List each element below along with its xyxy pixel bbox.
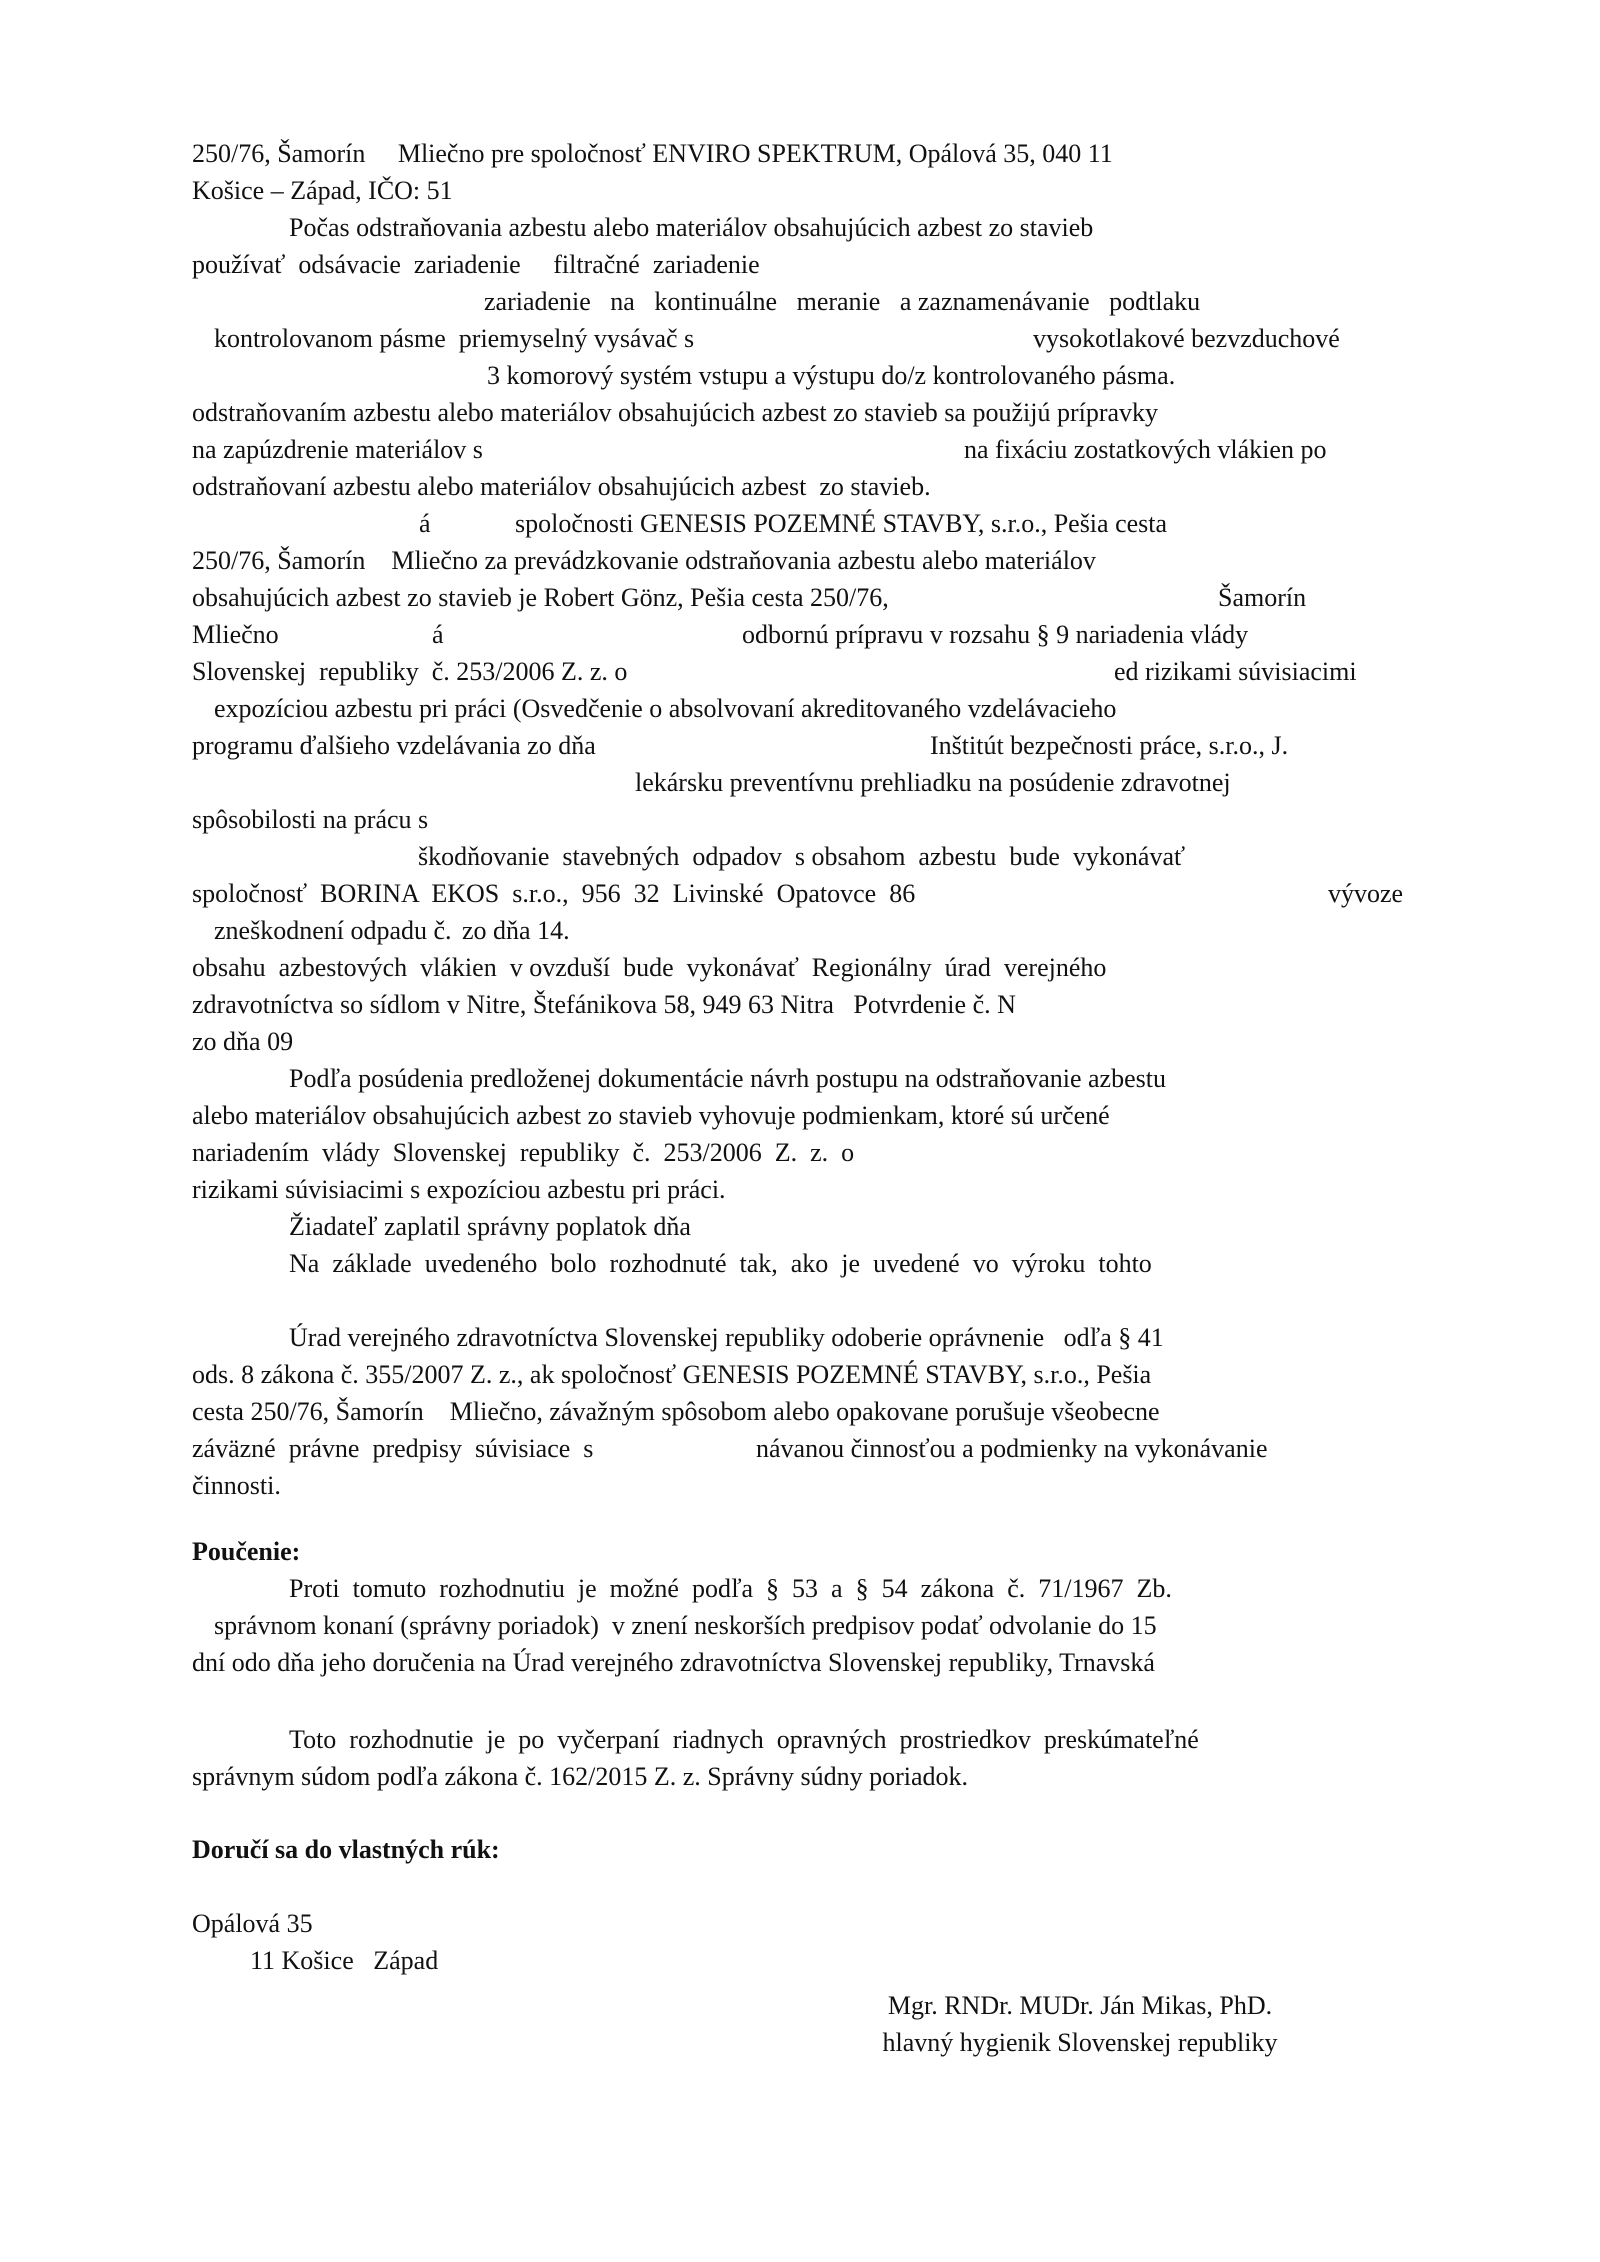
paragraph-line: vysokotlakové bezvzduchové bbox=[1033, 324, 1340, 353]
address-line: 11 Košice Západ bbox=[250, 1946, 439, 1975]
paragraph-line: správnym súdom podľa zákona č. 162/2015 Z. z. Správny súdny poriadok. bbox=[192, 1762, 968, 1791]
paragraph-line: záväzné právne predpisy súvisiace s bbox=[192, 1434, 594, 1463]
paragraph-line: rizikami súvisiacimi s expozíciou azbestu pri práci. bbox=[192, 1175, 726, 1204]
address-line: Opálová 35 bbox=[192, 1909, 313, 1938]
signatory-name: Mgr. RNDr. MUDr. Ján Mikas, PhD. bbox=[887, 1991, 1273, 2020]
paragraph-line: programu ďalšieho vzdelávania zo dňa bbox=[192, 731, 596, 760]
paragraph-line: Inštitút bezpečnosti práce, s.r.o., J. bbox=[930, 731, 1289, 760]
paragraph-line bbox=[214, 693, 1420, 725]
paragraph-line: spôsobilosti na prácu s bbox=[192, 805, 429, 834]
paragraph-line: 250/76, Šamorín Mliečno za prevádzkovanie odstraňovania azbestu alebo materiálov bbox=[192, 546, 1096, 575]
paragraph-line: odstraňovaním azbestu alebo materiálov obsahujúcich azbest zo stavieb sa použijú prípravky bbox=[192, 398, 1159, 427]
paragraph-line: ed rizikami súvisiacimi bbox=[1114, 657, 1357, 686]
paragraph-line: obsahujúcich azbest zo stavieb je Robert Gönz, Pešia cesta 250/76, bbox=[192, 583, 889, 612]
paragraph-line: cesta 250/76, Šamorín Mliečno, závažným spôsobom alebo opakovane porušuje všeobecne bbox=[192, 1397, 1160, 1426]
text-line: zariadenie na kontinuálne meranie a zaznamenávanie podtlaku bbox=[484, 287, 1201, 316]
paragraph-line: Úrad verejného zdravotníctva Slovenskej republiky odoberie oprávnenie odľa § 41 bbox=[289, 1323, 1164, 1352]
paragraph-line bbox=[192, 138, 1420, 170]
signatory-title: hlavný hygienik Slovenskej republiky bbox=[882, 2028, 1278, 2057]
text-line: expozíciou azbestu pri práci (Osvedčenie o absolvovaní akreditovaného vzdelávacieho bbox=[214, 694, 1117, 723]
paragraph-line: správnom konaní (správny poriadok) v znení neskorších predpisov podať odvolanie do 15 bbox=[214, 1611, 1157, 1640]
paragraph-line: obsahu azbestových vlákien v ovzduší bude vykonávať Regionálny úrad verejného bbox=[192, 953, 1107, 982]
paragraph-line: lekársku preventívnu prehliadku na posúdenie zdravotnej bbox=[635, 768, 1231, 797]
paragraph-line: na fixáciu zostatkových vlákien po bbox=[964, 435, 1327, 464]
paragraph-line: Proti tomuto rozhodnutiu je možné podľa § 53 a § 54 zákona č. 71/1967 Zb. bbox=[289, 1574, 1172, 1603]
paragraph-line: zdravotníctva so sídlom v Nitre, Štefánikova 58, 949 63 Nitra Potvrdenie č. N bbox=[192, 990, 1016, 1019]
paragraph-line: alebo materiálov obsahujúcich azbest zo stavieb vyhovuje podmienkam, ktoré sú určené bbox=[192, 1101, 1110, 1130]
paragraph-line: á bbox=[432, 620, 444, 649]
paragraph-line: odbornú prípravu v rozsahu § 9 nariadenia vlády bbox=[742, 620, 1249, 649]
paragraph-line: Na základe uvedeného bolo rozhodnuté tak, ako je uvedené vo výroku tohto bbox=[289, 1249, 1152, 1278]
paragraph-line: Mliečno bbox=[192, 620, 279, 649]
paragraph-line: zo dňa 09 bbox=[192, 1027, 294, 1056]
paragraph-line: používať odsávacie zariadenie filtračné zariadenie bbox=[192, 250, 760, 279]
text-line: 250/76, Šamorín Mliečno pre spoločnosť ENVIRO SPEKTRUM, Opálová 35, 040 11 bbox=[192, 139, 1113, 168]
paragraph-line: na zapúzdrenie materiálov s bbox=[192, 435, 483, 464]
paragraph-line: Šamorín bbox=[1218, 583, 1307, 612]
paragraph-line: návanou činnosťou a podmienky na vykonávanie bbox=[756, 1434, 1268, 1463]
paragraph-line: ods. 8 zákona č. 355/2007 Z. z., ak spoločnosť GENESIS POZEMNÉ STAVBY, s.r.o., Pešia bbox=[192, 1360, 1152, 1389]
paragraph-line: zneškodnení odpadu č. bbox=[214, 916, 452, 945]
paragraph-line: Toto rozhodnutie je po vyčerpaní riadnych opravných prostriedkov preskúmateľné bbox=[289, 1725, 1199, 1754]
paragraph-line: dní odo dňa jeho doručenia na Úrad verejného zdravotníctva Slovenskej republiky, Trnavská bbox=[192, 1648, 1155, 1677]
paragraph-line bbox=[484, 286, 1420, 318]
paragraph-line: á bbox=[419, 509, 431, 538]
paragraph-line: spoločnosť BORINA EKOS s.r.o., 956 32 Livinské Opatovce 86 bbox=[192, 879, 916, 908]
paragraph-line: vývoze bbox=[1328, 879, 1404, 908]
section-heading-delivery: Doručí sa do vlastných rúk: bbox=[192, 1835, 500, 1864]
paragraph-line: Žiadateľ zaplatil správny poplatok dňa bbox=[289, 1212, 691, 1241]
paragraph-line: Slovenskej republiky č. 253/2006 Z. z. o bbox=[192, 657, 628, 686]
paragraph-line: 3 komorový systém vstupu a výstupu do/z kontrolovaného pásma. bbox=[487, 361, 1176, 390]
section-heading-poucenie: Poučenie: bbox=[192, 1537, 301, 1566]
paragraph-line: nariadením vlády Slovenskej republiky č. 253/2006 Z. z. o bbox=[192, 1138, 855, 1167]
paragraph-line: kontrolovanom pásme priemyselný vysávač s bbox=[214, 324, 695, 353]
paragraph-line: Podľa posúdenia predloženej dokumentácie návrh postupu na odstraňovanie azbestu bbox=[289, 1064, 1166, 1093]
paragraph-line: Počas odstraňovania azbestu alebo materiálov obsahujúcich azbest zo stavieb bbox=[289, 213, 1094, 242]
paragraph-line: zo dňa 14. bbox=[462, 916, 570, 945]
paragraph-line: odstraňovaní azbestu alebo materiálov obsahujúcich azbest zo stavieb. bbox=[192, 472, 931, 501]
paragraph-line: škodňovanie stavebných odpadov s obsahom azbestu bude vykonávať bbox=[418, 842, 1186, 871]
paragraph-line: spoločnosti GENESIS POZEMNÉ STAVBY, s.r.o., Pešia cesta bbox=[515, 509, 1168, 538]
paragraph-line: činnosti. bbox=[192, 1471, 281, 1500]
paragraph-line: Košice – Západ, IČO: 51 bbox=[192, 176, 453, 205]
